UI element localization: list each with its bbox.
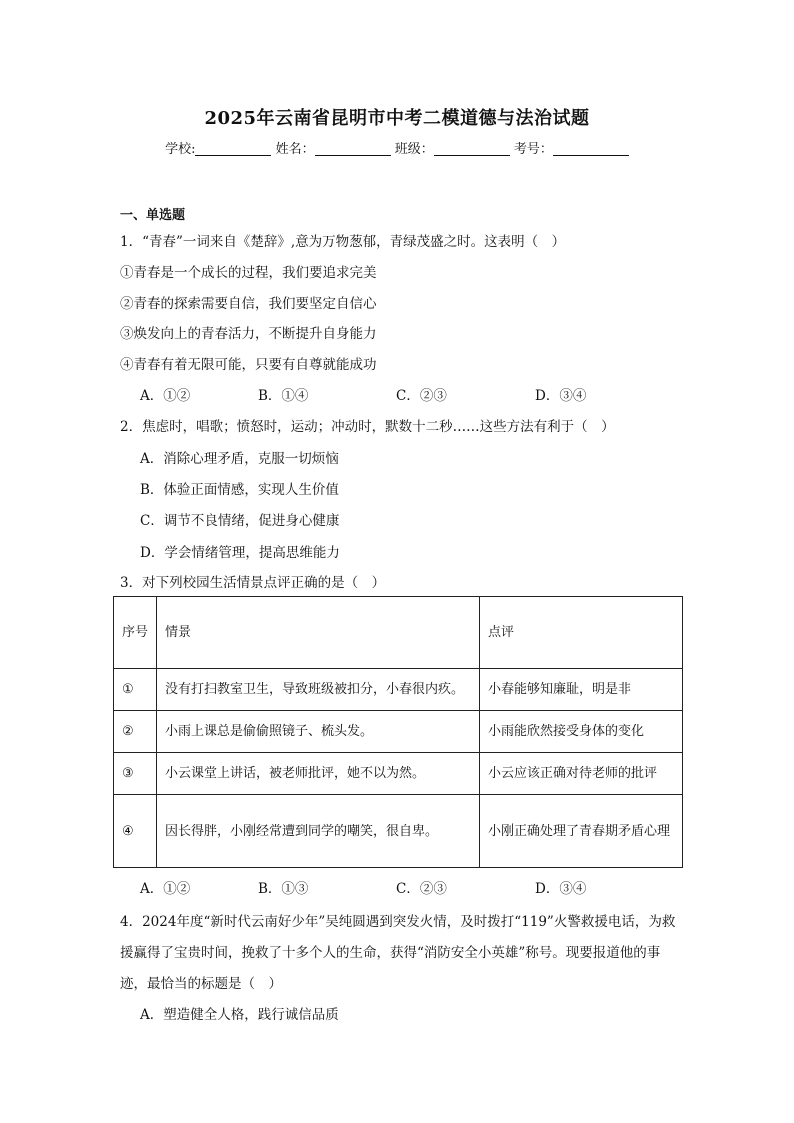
scenario-table xyxy=(113,596,683,868)
table-cell: 没有打扫教室卫生，导致班级被扣分，小春很内疚。 xyxy=(157,669,480,711)
question-1-stem: 1．“青春”一词来自《楚辞》,意为万物葱郁，青绿茂盛之时。这表明（ ） xyxy=(120,234,566,250)
name-blank[interactable] xyxy=(315,141,391,156)
table-row xyxy=(114,669,683,711)
question-3-stem: 3．对下列校园生活情景点评正确的是（ ） xyxy=(120,575,386,591)
table-cell: 因长得胖，小刚经常遭到同学的嘲笑，很自卑。 xyxy=(157,795,480,868)
question-1-item: ②青春的探索需要自信，我们要坚定自信心 xyxy=(120,296,377,312)
option-d[interactable]: D．学会情绪管理，提高思维能力 xyxy=(140,545,340,561)
option-a[interactable]: A．①② xyxy=(140,881,191,897)
table-cell: ① xyxy=(114,669,157,711)
table-cell: ③ xyxy=(114,753,157,795)
option-c[interactable]: C．②③ xyxy=(396,881,447,897)
table-row xyxy=(114,711,683,753)
table-cell: 小云课堂上讲话，被老师批评，她不以为然。 xyxy=(157,753,480,795)
table-cell: ④ xyxy=(114,795,157,868)
option-b[interactable]: B．体验正面情感，实现人生价值 xyxy=(140,482,339,498)
question-4-stem-line: 4．2024年度“新时代云南好少年”吴纯圆遇到突发火情，及时拨打“119”火警救援电话，为救 xyxy=(120,914,676,930)
table-cell: 小雨能欣然接受身体的变化 xyxy=(480,711,683,753)
option-a[interactable]: A．①② xyxy=(140,388,191,404)
option-c[interactable]: C．②③ xyxy=(396,388,447,404)
section-heading: 一、单选题 xyxy=(120,208,186,223)
student-info-line xyxy=(0,138,794,157)
number-blank[interactable] xyxy=(553,141,629,156)
header-cell-number: 序号 xyxy=(114,597,157,669)
table-cell: ② xyxy=(114,711,157,753)
option-d[interactable]: D．③④ xyxy=(535,388,587,404)
table-cell: 小刚正确处理了青春期矛盾心理 xyxy=(480,795,683,868)
header-cell-comment: 点评 xyxy=(480,597,683,669)
question-2-stem: 2．焦虑时，唱歌；愤怒时，运动；冲动时，默数十二秒……这些方法有利于（ ） xyxy=(120,419,615,435)
option-d[interactable]: D．③④ xyxy=(535,881,587,897)
header-cell-scenario: 情景 xyxy=(157,597,480,669)
option-b[interactable]: B．①④ xyxy=(258,388,309,404)
exam-title: 2025年云南省昆明市中考二模道德与法治试题 xyxy=(204,108,590,129)
question-1-item: ③焕发向上的青春活力，不断提升自身能力 xyxy=(120,326,377,342)
table-cell: 小雨上课总是偷偷照镜子、梳头发。 xyxy=(157,711,480,753)
option-c[interactable]: C．调节不良情绪，促进身心健康 xyxy=(140,513,340,529)
table-row xyxy=(114,795,683,868)
number-label: 考号： xyxy=(513,142,553,157)
question-4-stem-line: 迹，最恰当的标题是（ ） xyxy=(120,976,282,992)
option-b[interactable]: B．①③ xyxy=(258,881,309,897)
question-1-item: ①青春是一个成长的过程，我们要追求完美 xyxy=(120,265,377,281)
school-blank[interactable] xyxy=(195,141,271,156)
school-label: 学校: xyxy=(165,142,196,157)
name-label: 姓名： xyxy=(275,142,315,157)
class-blank[interactable] xyxy=(434,141,510,156)
option-a[interactable]: A．塑造健全人格，践行诚信品质 xyxy=(140,1007,339,1023)
option-a[interactable]: A．消除心理矛盾，克服一切烦恼 xyxy=(140,451,339,467)
question-1-item: ④青春有着无限可能，只要有自尊就能成功 xyxy=(120,357,377,373)
table-cell: 小云应该正确对待老师的批评 xyxy=(480,753,683,795)
table-header-row xyxy=(114,597,683,669)
table-row xyxy=(114,753,683,795)
table-cell: 小春能够知廉耻，明是非 xyxy=(480,669,683,711)
question-4-stem-line: 援赢得了宝贵时间，挽救了十多个人的生命，获得“消防安全小英雄”称号。现要报道他的事 xyxy=(120,945,661,961)
class-label: 班级： xyxy=(394,142,434,157)
